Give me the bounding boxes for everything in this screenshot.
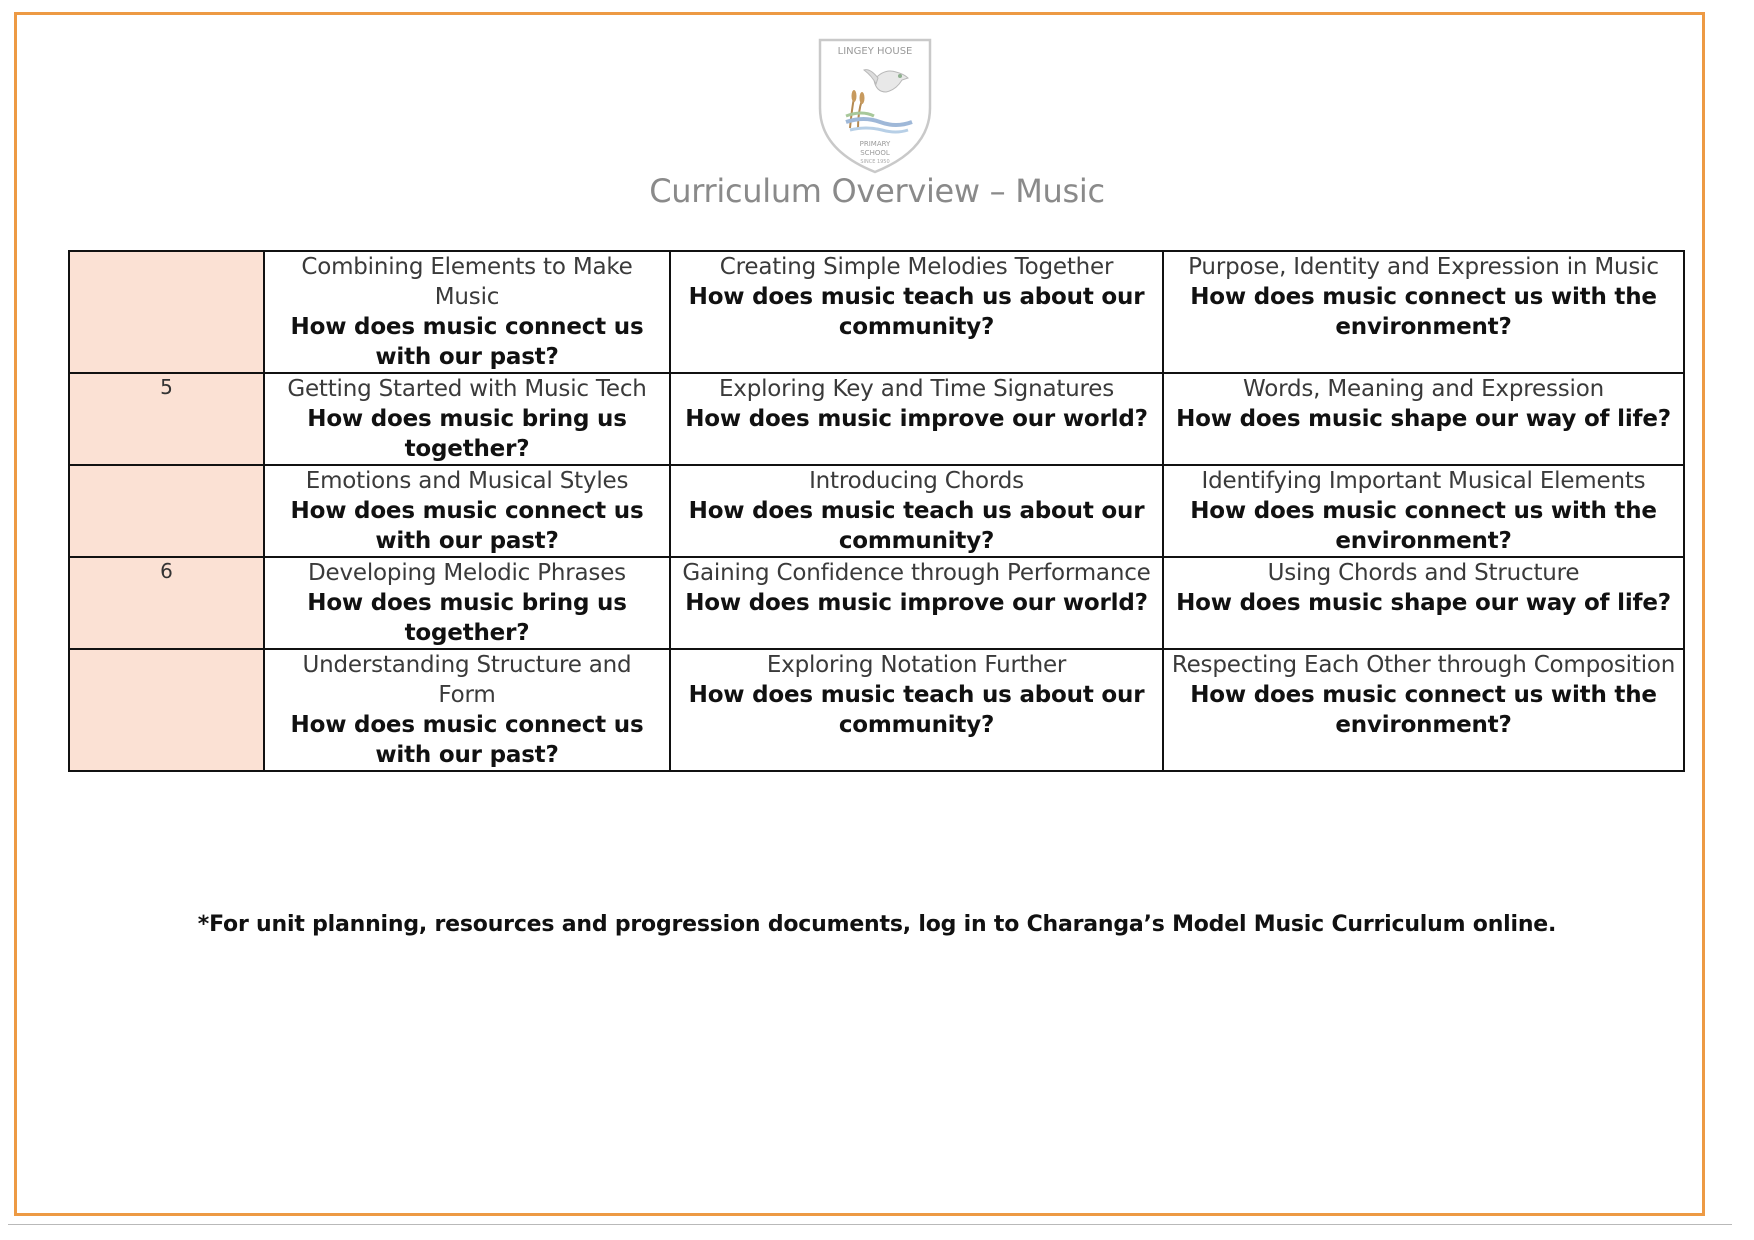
logo-bottom-text-1: PRIMARY — [859, 140, 891, 148]
unit-cell — [670, 251, 1163, 373]
table-row — [69, 251, 1684, 373]
unit-title: Creating Simple Melodies Together — [719, 254, 1114, 280]
unit-title: Gaining Confidence through Performance — [682, 560, 1151, 586]
year-cell: 6 — [69, 557, 264, 649]
unit-title: Developing Melodic Phrases — [308, 560, 626, 586]
unit-cell — [264, 557, 670, 649]
unit-cell — [670, 557, 1163, 649]
unit-cell — [1163, 465, 1684, 557]
logo-bottom-text-2: SCHOOL — [860, 149, 890, 157]
year-cell — [69, 251, 264, 373]
unit-question: How does music bring us together? — [307, 590, 627, 646]
unit-question: How does music shape our way of life? — [1176, 406, 1671, 432]
year-cell: 5 — [69, 373, 264, 465]
unit-question: How does music connect us with the environment? — [1190, 284, 1657, 340]
unit-question: How does music improve our world? — [685, 590, 1148, 616]
unit-title: Words, Meaning and Expression — [1243, 376, 1604, 402]
unit-title: Using Chords and Structure — [1267, 560, 1580, 586]
unit-title: Exploring Key and Time Signatures — [718, 376, 1115, 402]
unit-cell — [264, 649, 670, 771]
unit-question: How does music improve our world? — [685, 406, 1148, 432]
unit-cell — [1163, 373, 1684, 465]
table-row — [69, 557, 1684, 649]
unit-question: How does music connect us with the environment? — [1190, 498, 1657, 554]
unit-question: How does music teach us about our community? — [688, 498, 1145, 554]
page-shadow — [8, 1224, 1732, 1225]
unit-question: How does music teach us about our community? — [688, 682, 1145, 738]
unit-title: Emotions and Musical Styles — [305, 468, 629, 494]
table-row — [69, 373, 1684, 465]
unit-title: Exploring Notation Further — [766, 652, 1067, 678]
unit-cell — [670, 649, 1163, 771]
unit-cell — [264, 251, 670, 373]
unit-cell — [264, 373, 670, 465]
unit-cell — [1163, 557, 1684, 649]
table-row — [69, 649, 1684, 771]
unit-question: How does music connect us with our past? — [290, 314, 644, 370]
unit-title: Introducing Chords — [809, 468, 1024, 494]
table-row — [69, 465, 1684, 557]
unit-question: How does music connect us with our past? — [290, 498, 644, 554]
page-title: Curriculum Overview – Music — [649, 172, 1105, 210]
unit-title: Identifying Important Musical Elements — [1201, 468, 1646, 494]
unit-question: How does music shape our way of life? — [1176, 590, 1671, 616]
unit-question: How does music teach us about our community? — [688, 284, 1145, 340]
unit-cell — [670, 373, 1163, 465]
unit-cell — [264, 465, 670, 557]
year-cell — [69, 649, 264, 771]
logo-bottom-text-3: SINCE 1950 — [860, 159, 890, 165]
school-logo — [816, 38, 934, 174]
unit-cell — [670, 465, 1163, 557]
unit-question: How does music connect us with our past? — [290, 712, 644, 768]
unit-question: How does music bring us together? — [307, 406, 627, 462]
curriculum-table — [68, 250, 1685, 772]
unit-cell — [1163, 251, 1684, 373]
unit-title: Respecting Each Other through Composition — [1171, 652, 1676, 678]
unit-title: Getting Started with Music Tech — [287, 376, 647, 402]
footnote: *For unit planning, resources and progression documents, log in to Charanga’s Model Music Curriculum online. — [197, 912, 1557, 937]
unit-cell — [1163, 649, 1684, 771]
unit-title: Understanding Structure and Form — [302, 652, 632, 708]
unit-title: Purpose, Identity and Expression in Music — [1188, 254, 1659, 280]
unit-title: Combining Elements to Make Music — [301, 254, 633, 310]
year-cell — [69, 465, 264, 557]
unit-question: How does music connect us with the environment? — [1190, 682, 1657, 738]
logo-top-text: LINGEY HOUSE — [837, 46, 913, 57]
